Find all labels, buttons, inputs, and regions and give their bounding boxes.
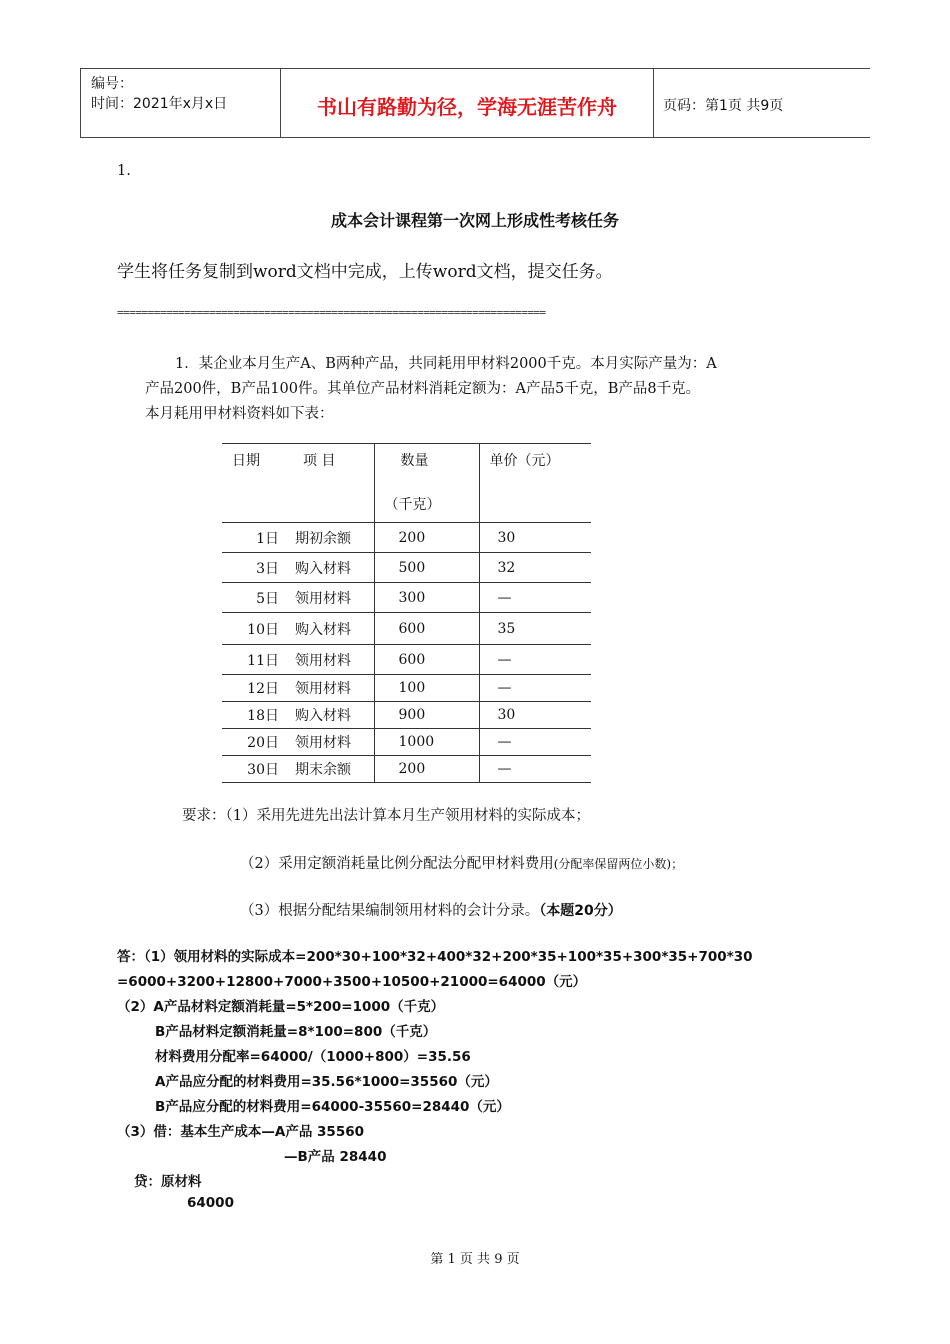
problem-line-1: 1．某企业本月生产A、B两种产品，共同耗用甲材料2000千克。本月实际产量为：A	[175, 356, 717, 372]
motto-text: 书山有路勤为径，学海无涯苦作舟	[317, 95, 617, 119]
answer-3d: 64000	[187, 1195, 234, 1211]
row-price: —	[479, 675, 591, 702]
row-date: 11日	[222, 645, 287, 675]
page-header	[80, 68, 870, 138]
header-qty-label: 数量	[400, 453, 429, 469]
answer-2d: A产品应分配的材料费用=35.56*1000=35560（元）	[155, 1074, 498, 1090]
top-number: 1.	[117, 163, 131, 179]
row-item: 购入材料	[287, 702, 374, 729]
row-qty: 1000	[374, 729, 479, 756]
table-body	[222, 523, 591, 783]
material-table	[222, 443, 591, 783]
answer-2: （2）A产品材料定额消耗量=5*200=1000（千克）	[117, 999, 445, 1015]
header-qty	[374, 444, 479, 523]
table-row	[222, 583, 591, 613]
page-label: 页码：第1页 共9页	[663, 98, 784, 114]
answer-1: 答：（1）领用材料的实际成本=200*30+100*32+400*32+200*35+100*35+300*35+700*30	[117, 949, 753, 965]
serial-label: 编号：	[91, 76, 133, 92]
instruction-text: 学生将任务复制到word文档中完成，上传word文档，提交任务。	[117, 262, 613, 282]
header-price	[479, 444, 591, 523]
table-row	[222, 645, 591, 675]
header-page-cell	[653, 69, 870, 137]
row-price: —	[479, 756, 591, 783]
row-item: 购入材料	[287, 553, 374, 583]
header-date-label: 日期	[232, 453, 260, 469]
table-row	[222, 553, 591, 583]
row-item: 领用材料	[287, 675, 374, 702]
answer-3b: —B产品 28440	[284, 1149, 387, 1165]
row-qty: 100	[374, 675, 479, 702]
row-price: —	[479, 583, 591, 613]
table-row	[222, 675, 591, 702]
requirement-2	[240, 852, 683, 873]
row-price: 30	[479, 523, 591, 553]
answer-3: （3）借：基本生产成本—A产品 35560	[117, 1124, 365, 1140]
header-item-label: 项 目	[303, 453, 336, 469]
answer-3c: 贷：原材料	[134, 1174, 202, 1190]
row-qty: 200	[374, 756, 479, 783]
row-qty: 900	[374, 702, 479, 729]
table-row	[222, 523, 591, 553]
page-footer: 第 1 页 共 9 页	[430, 1252, 520, 1267]
row-qty: 600	[374, 645, 479, 675]
requirement-2-text: （2）采用定额消耗量比例分配法分配甲材料费用	[240, 856, 554, 872]
row-date: 3日	[222, 553, 287, 583]
row-price: —	[479, 729, 591, 756]
row-price: —	[479, 645, 591, 675]
table-row	[222, 702, 591, 729]
requirement-3	[240, 899, 622, 920]
row-price: 30	[479, 702, 591, 729]
header-qty-unit: （千克）	[384, 497, 441, 513]
problem-line-3: 本月耗用甲材料资料如下表：	[145, 406, 334, 422]
answer-1b: =6000+3200+12800+7000+3500+10500+21000=64000（元）	[117, 974, 587, 990]
row-date: 20日	[222, 729, 287, 756]
table-row	[222, 729, 591, 756]
row-date: 5日	[222, 583, 287, 613]
table-header-row	[222, 444, 591, 523]
row-qty: 600	[374, 613, 479, 645]
header-item	[287, 444, 374, 523]
header-price-label: 单价（元）	[489, 453, 560, 469]
row-item: 期初余额	[287, 523, 374, 553]
row-date: 12日	[222, 675, 287, 702]
row-date: 1日	[222, 523, 287, 553]
requirement-3-text: （3）根据分配结果编制领用材料的会计分录。	[240, 903, 540, 919]
row-qty: 300	[374, 583, 479, 613]
answer-2b: B产品材料定额消耗量=8*100=800（千克）	[155, 1024, 437, 1040]
row-item: 领用材料	[287, 583, 374, 613]
row-item: 期末余额	[287, 756, 374, 783]
requirement-2-note: (分配率保留两位小数)；	[553, 857, 684, 871]
requirement-3-score: （本题20分）	[539, 903, 622, 919]
table-row	[222, 613, 591, 645]
row-qty: 200	[374, 523, 479, 553]
separator-line: ======================================================================	[117, 306, 546, 319]
answer-2c: 材料费用分配率=64000/（1000+800）=35.56	[155, 1049, 471, 1065]
row-item: 领用材料	[287, 729, 374, 756]
requirement-1: 要求：（1）采用先进先出法计算本月生产领用材料的实际成本；	[182, 808, 590, 824]
table-row	[222, 756, 591, 783]
answer-2e: B产品应分配的材料费用=64000-35560=28440（元）	[155, 1099, 510, 1115]
row-item: 领用材料	[287, 645, 374, 675]
row-qty: 500	[374, 553, 479, 583]
header-date	[222, 444, 287, 523]
problem-line-2: 产品200件，B产品100件。其单位产品材料消耗定额为：A产品5千克，B产品8千克。	[145, 381, 701, 397]
time-label: 时间：2021年x月x日	[91, 96, 228, 112]
row-date: 18日	[222, 702, 287, 729]
row-price: 32	[479, 553, 591, 583]
document-title: 成本会计课程第一次网上形成性考核任务	[330, 211, 619, 230]
row-price: 35	[479, 613, 591, 645]
header-motto-cell	[280, 69, 654, 137]
row-date: 10日	[222, 613, 287, 645]
header-left-cell	[80, 69, 281, 137]
row-date: 30日	[222, 756, 287, 783]
row-item: 购入材料	[287, 613, 374, 645]
